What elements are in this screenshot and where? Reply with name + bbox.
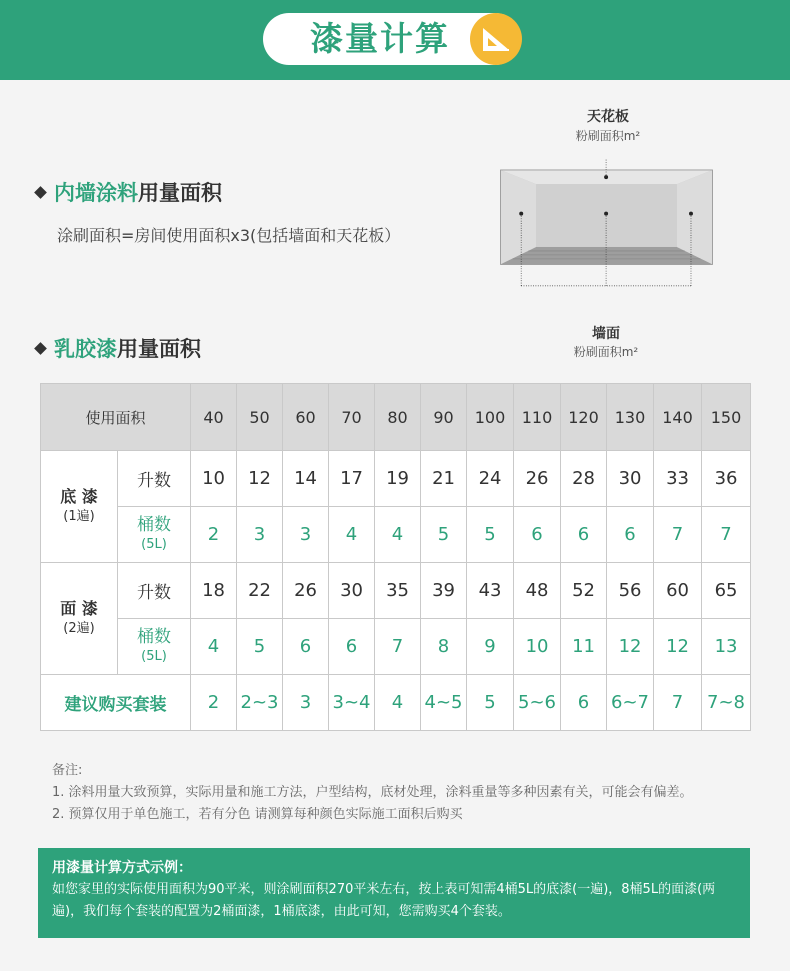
primer-liters-cell: 30 xyxy=(607,451,654,507)
topcoat-liters-cell: 26 xyxy=(283,563,329,619)
primer-liters-cell: 17 xyxy=(329,451,375,507)
suggested-set-cell: 6~7 xyxy=(607,675,654,731)
topcoat-buckets-cell: 6 xyxy=(283,619,329,675)
topcoat-buckets-cell: 13 xyxy=(702,619,751,675)
area-cell: 90 xyxy=(421,384,467,451)
topcoat-buckets-cell: 10 xyxy=(514,619,561,675)
topcoat-buckets-cell: 8 xyxy=(421,619,467,675)
primer-liters-cell: 12 xyxy=(237,451,283,507)
primer-buckets-cell: 5 xyxy=(467,507,514,563)
topcoat-liters-cell: 52 xyxy=(561,563,607,619)
suggested-set-cell: 5 xyxy=(467,675,514,731)
table-row-topcoat-buckets xyxy=(41,619,751,675)
diamond-bullet-icon xyxy=(34,342,47,355)
area-cell: 60 xyxy=(283,384,329,451)
primer-buckets-cell: 2 xyxy=(191,507,237,563)
topcoat-liters-cell: 30 xyxy=(329,563,375,619)
topcoat-label: 面 漆 xyxy=(60,598,98,618)
suggested-set-cell: 4~5 xyxy=(421,675,467,731)
table-row-suggested-set xyxy=(41,675,751,731)
notes-line: 1. 涂料用量大致预算，实际用量和施工方法，户型结构，底材处理，涂料重量等多种因素有关，可能会有偏差。 xyxy=(52,785,693,800)
topcoat-liters-cell: 35 xyxy=(375,563,421,619)
topcoat-liters-cell: 18 xyxy=(191,563,237,619)
buckets-label-text: 桶数 xyxy=(137,626,171,647)
table-header-row xyxy=(41,384,751,451)
primer-buckets-cell: 5 xyxy=(421,507,467,563)
ceiling-sub-label: 粉刷面积m² xyxy=(575,129,641,143)
wall-label: 墙面 xyxy=(592,326,620,342)
primer-liters-cell: 26 xyxy=(514,451,561,507)
area-cell: 80 xyxy=(375,384,421,451)
primer-liters-cell: 10 xyxy=(191,451,237,507)
example-box xyxy=(38,848,750,938)
primer-buckets-label xyxy=(118,507,191,563)
suggested-set-cell: 3~4 xyxy=(329,675,375,731)
primer-liters-cell: 36 xyxy=(702,451,751,507)
topcoat-buckets-cell: 11 xyxy=(561,619,607,675)
section-title-rest: 用量面积 xyxy=(117,337,201,361)
area-cell: 40 xyxy=(191,384,237,451)
primer-liters-cell: 14 xyxy=(283,451,329,507)
topcoat-buckets-cell: 7 xyxy=(375,619,421,675)
paint-quantity-table xyxy=(40,383,751,731)
suggested-set-cell: 7~8 xyxy=(702,675,751,731)
buckets-unit: (5L) xyxy=(141,648,167,664)
topcoat-row-header xyxy=(41,563,118,675)
topcoat-liters-cell: 60 xyxy=(654,563,702,619)
area-cell: 150 xyxy=(702,384,751,451)
area-formula: 涂刷面积=房间使用面积x3(包括墙面和天花板） xyxy=(57,226,401,245)
topcoat-liters-cell: 39 xyxy=(421,563,467,619)
area-cell: 120 xyxy=(561,384,607,451)
suggested-set-cell: 2 xyxy=(191,675,237,731)
primer-buckets-cell: 7 xyxy=(702,507,751,563)
area-header: 使用面积 xyxy=(41,384,191,451)
topcoat-buckets-cell: 12 xyxy=(607,619,654,675)
area-cell: 110 xyxy=(514,384,561,451)
room-diagram xyxy=(473,170,740,289)
area-cell: 100 xyxy=(467,384,514,451)
primer-buckets-cell: 4 xyxy=(329,507,375,563)
suggested-set-cell: 6 xyxy=(561,675,607,731)
section-title-highlight: 内墙涂料 xyxy=(54,181,138,205)
topcoat-buckets-cell: 4 xyxy=(191,619,237,675)
wall-sub-label: 粉刷面积m² xyxy=(573,345,639,359)
suggested-set-cell: 2~3 xyxy=(237,675,283,731)
table-row-primer-liters xyxy=(41,451,751,507)
suggested-set-cell: 3 xyxy=(283,675,329,731)
primer-buckets-cell: 3 xyxy=(283,507,329,563)
primer-sub-label: (1遍) xyxy=(63,508,95,524)
set-square-icon xyxy=(470,13,522,65)
primer-liters-cell: 21 xyxy=(421,451,467,507)
primer-liters-cell: 28 xyxy=(561,451,607,507)
primer-liters-cell: 33 xyxy=(654,451,702,507)
buckets-label-text: 桶数 xyxy=(137,514,171,535)
primer-row-header xyxy=(41,451,118,563)
topcoat-buckets-cell: 6 xyxy=(329,619,375,675)
primer-liters-label: 升数 xyxy=(118,451,191,507)
section-heading-wall-paint xyxy=(36,178,222,208)
buckets-unit: (5L) xyxy=(141,536,167,552)
page-title: 漆量计算 xyxy=(310,19,450,58)
suggested-set-cell: 5~6 xyxy=(514,675,561,731)
topcoat-buckets-cell: 9 xyxy=(467,619,514,675)
topcoat-liters-cell: 65 xyxy=(702,563,751,619)
topcoat-liters-label: 升数 xyxy=(118,563,191,619)
topcoat-liters-cell: 48 xyxy=(514,563,561,619)
ceiling-label: 天花板 xyxy=(587,109,629,125)
example-title: 用漆量计算方式示例： xyxy=(52,860,192,876)
diamond-bullet-icon xyxy=(34,186,47,199)
area-cell: 50 xyxy=(237,384,283,451)
topcoat-buckets-label xyxy=(118,619,191,675)
section-title-highlight: 乳胶漆 xyxy=(54,337,117,361)
area-cell: 70 xyxy=(329,384,375,451)
primer-buckets-cell: 7 xyxy=(654,507,702,563)
notes-block xyxy=(52,760,693,826)
primer-buckets-cell: 3 xyxy=(237,507,283,563)
primer-buckets-cell: 6 xyxy=(514,507,561,563)
topcoat-liters-cell: 22 xyxy=(237,563,283,619)
table-row-primer-buckets xyxy=(41,507,751,563)
primer-label: 底 漆 xyxy=(60,486,98,506)
area-cell: 130 xyxy=(607,384,654,451)
primer-buckets-cell: 6 xyxy=(561,507,607,563)
suggested-set-cell: 4 xyxy=(375,675,421,731)
notes-title: 备注: xyxy=(52,763,83,778)
example-text: 如您家里的实际使用面积为90平米，则涂刷面积270平米左右，按上表可知需4桶5L的底漆(一遍)，8桶5L的面漆(两遍)，我们每个套装的配置为2桶面漆，1桶底漆，由此可知，您需购买4个套装。 xyxy=(52,882,716,919)
topcoat-buckets-cell: 12 xyxy=(654,619,702,675)
section-title-rest: 用量面积 xyxy=(138,181,222,205)
section-heading-latex-paint xyxy=(36,334,201,364)
suggested-set-cell: 7 xyxy=(654,675,702,731)
primer-liters-cell: 24 xyxy=(467,451,514,507)
topcoat-buckets-cell: 5 xyxy=(237,619,283,675)
table-row-topcoat-liters xyxy=(41,563,751,619)
topcoat-sub-label: (2遍) xyxy=(63,620,95,636)
notes-line: 2. 预算仅用于单色施工，若有分色 请测算每种颜色实际施工面积后购买 xyxy=(52,807,463,822)
primer-buckets-cell: 6 xyxy=(607,507,654,563)
area-cell: 140 xyxy=(654,384,702,451)
primer-buckets-cell: 4 xyxy=(375,507,421,563)
topcoat-liters-cell: 43 xyxy=(467,563,514,619)
topcoat-liters-cell: 56 xyxy=(607,563,654,619)
suggested-set-label: 建议购买套装 xyxy=(41,675,191,731)
primer-liters-cell: 19 xyxy=(375,451,421,507)
